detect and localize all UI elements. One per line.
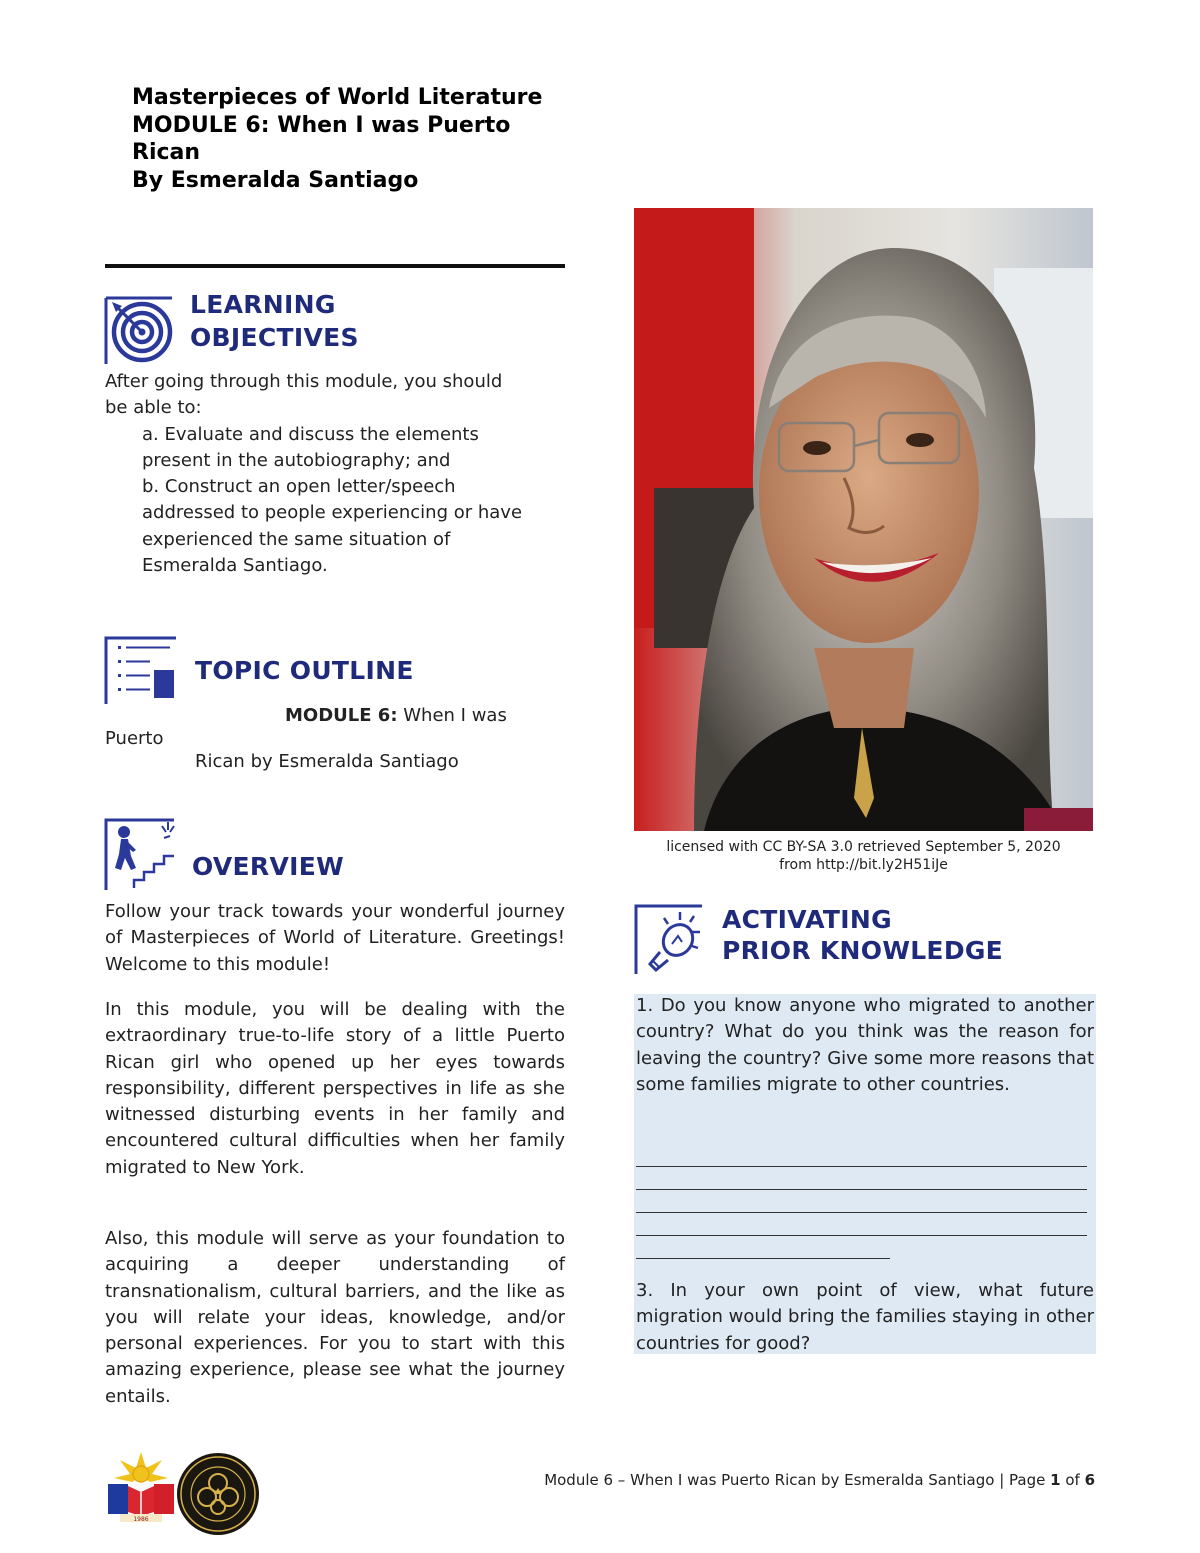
outline-list-icon: [104, 636, 178, 706]
section-heading: [190, 288, 359, 354]
answer-line[interactable]: [636, 1166, 1087, 1167]
module-text: When I was: [397, 705, 507, 726]
heading-line: OBJECTIVES: [190, 323, 359, 352]
answer-line[interactable]: [636, 1235, 1087, 1236]
section-heading: [722, 904, 1003, 966]
portrait-photo: [634, 208, 1093, 831]
title-line: Masterpieces of World Literature: [132, 85, 543, 110]
stairs-climb-icon: [104, 818, 178, 892]
objectives-intro: After going through this module, you should: [105, 371, 503, 392]
section-heading: TOPIC OUTLINE: [195, 656, 414, 685]
objective-item-b: Esmeralda Santiago.: [142, 555, 328, 577]
topic-line3: Rican by Esmeralda Santiago: [195, 751, 459, 772]
logo-year: 1986: [133, 1516, 149, 1523]
caption-line: from http://bit.ly2H51iJe: [779, 857, 948, 873]
answer-line[interactable]: [636, 1258, 890, 1259]
section-heading: OVERVIEW: [192, 852, 344, 881]
question-1: 1. Do you know anyone who migrated to another country? What do you think was the reason for leaving the country? Give some more reasons that some families migrate to other countries.: [636, 995, 1094, 1095]
objective-item-a: a. Evaluate and discuss the elements: [142, 423, 479, 445]
overview-paragraph: In this module, you will be dealing with the extraordinary true-to-life story of a little Puerto Rican girl who opened up her eyes towards responsibility, different perspectives in life as she witnessed disturbing events in her family and encountered cultural difficulties when her family migrated to New York.: [105, 999, 565, 1178]
college-seal: [176, 1452, 260, 1536]
document-title: [132, 84, 602, 194]
objective-item-b: experienced the same situation of: [142, 528, 451, 550]
photo-caption: [634, 834, 1093, 874]
footer-page-label: Page: [1009, 1471, 1051, 1489]
title-line: MODULE 6: When I was Puerto: [132, 112, 511, 138]
institution-logo: [106, 1446, 176, 1526]
divider: [105, 264, 565, 268]
question-3: 3. In your own point of view, what future migration would bring the families staying in other countries for good?: [636, 1280, 1094, 1354]
overview-paragraph: Also, this module will serve as your foundation to acquiring a deeper understanding of transnationalism, cultural barriers, and the like as you will relate your ideas, knowledge, and/or personal experiences. For you to start with this amazing experience, please see what the journey entails.: [105, 1228, 565, 1407]
objective-item-b: b. Construct an open letter/speech: [142, 476, 456, 498]
footer-page-total: 6: [1084, 1471, 1095, 1489]
answer-line[interactable]: [636, 1212, 1087, 1213]
overview-paragraph: Follow your track towards your wonderful journey of Masterpieces of World of Literature. Greetings! Welcome to this module!: [105, 901, 565, 975]
heading-line: PRIOR KNOWLEDGE: [722, 936, 1004, 965]
caption-line: licensed with CC BY-SA 3.0 retrieved September 5, 2020: [666, 839, 1061, 855]
heading-line: LEARNING: [190, 290, 336, 319]
footer-page-num: 1: [1050, 1471, 1061, 1489]
author-line: By Esmeralda Santiago: [132, 167, 419, 193]
topic-puerto: Puerto: [105, 728, 164, 749]
footer-of-label: of: [1060, 1471, 1085, 1489]
title-line: Rican: [132, 140, 201, 165]
page-footer: [505, 1471, 1095, 1489]
objective-item-b: addressed to people experiencing or have: [142, 502, 523, 524]
objective-item-a: present in the autobiography; and: [142, 449, 451, 471]
answer-line[interactable]: [636, 1189, 1087, 1190]
heading-line: ACTIVATING: [722, 905, 892, 934]
objectives-text: [105, 369, 565, 579]
topic-module-line: [285, 703, 585, 729]
footer-title: Module 6 – When I was Puerto Rican by Esmeralda Santiago |: [544, 1471, 1010, 1489]
lightbulb-icon: [634, 904, 704, 976]
module-label: MODULE 6:: [285, 705, 398, 726]
objectives-intro: be able to:: [105, 397, 202, 419]
target-icon: [104, 296, 174, 366]
